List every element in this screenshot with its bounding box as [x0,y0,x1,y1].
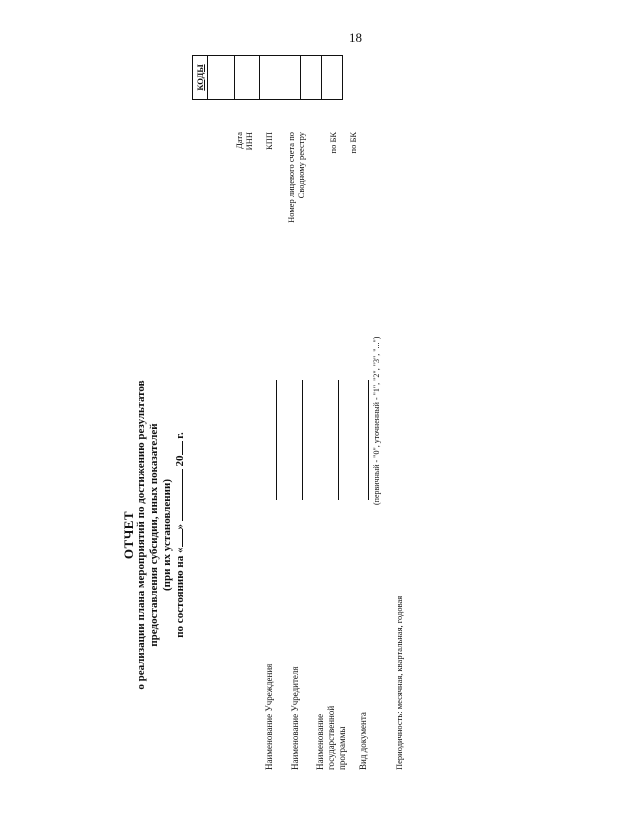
code-label-account: Номер лицевого счета по Сводному реестру [286,132,306,223]
code-cell-account[interactable] [260,56,301,100]
page-number: 18 [349,30,362,45]
field-label-program: Наименование государственной программы [315,705,347,770]
month-blank [182,469,183,521]
report-title-line2: предоставления субсидии, иных показателей [148,423,160,647]
date-mid: » [174,524,186,530]
code-label-bk-1: по БК [328,132,338,154]
date-prefix: по состоянию на « [174,547,186,638]
codes-table [192,55,343,100]
date-suffix: г. [174,432,186,439]
code-label-bk-2: по БК [348,132,358,154]
code-label-kpp: КПП [264,132,274,150]
field-label-institution: Наименование Учреждения [264,663,274,770]
field-line-doc-type[interactable] [368,380,369,500]
codes-table-wrap [192,32,422,128]
field-line-founder[interactable] [302,380,303,500]
field-line-program[interactable] [338,380,339,500]
code-label-inn: ИНН [244,132,254,151]
year-blank [182,442,183,456]
code-cell-kpp[interactable] [235,56,260,100]
report-title-line3: (при их установлении) [161,479,173,591]
report-title [122,300,187,770]
report-title-line1: о реализации плана мероприятий по достижению результатов [135,380,147,690]
report-heading: ОТЧЕТ [121,510,136,560]
code-cell-date-inn[interactable] [208,56,235,100]
periodicity-note: Периодичность: месячная, квартальная, годовая [394,595,404,770]
day-blank [182,530,183,548]
report-date-line [174,300,187,770]
codes-header: КОДЫ [193,56,208,100]
field-line-institution[interactable] [276,380,277,500]
code-cell-bk-1[interactable] [301,56,322,100]
year-prefix: 20 [174,455,186,467]
code-cell-bk-2[interactable] [322,56,343,100]
doc-type-note: (первичный - "0", уточненный - "1", "2", "3", "...") [372,336,381,505]
field-label-founder: Наименование Учредителя [290,666,300,770]
code-label-date: Дата [234,132,244,149]
field-label-doc-type: Вид документа [358,712,368,770]
report-form [100,30,430,770]
